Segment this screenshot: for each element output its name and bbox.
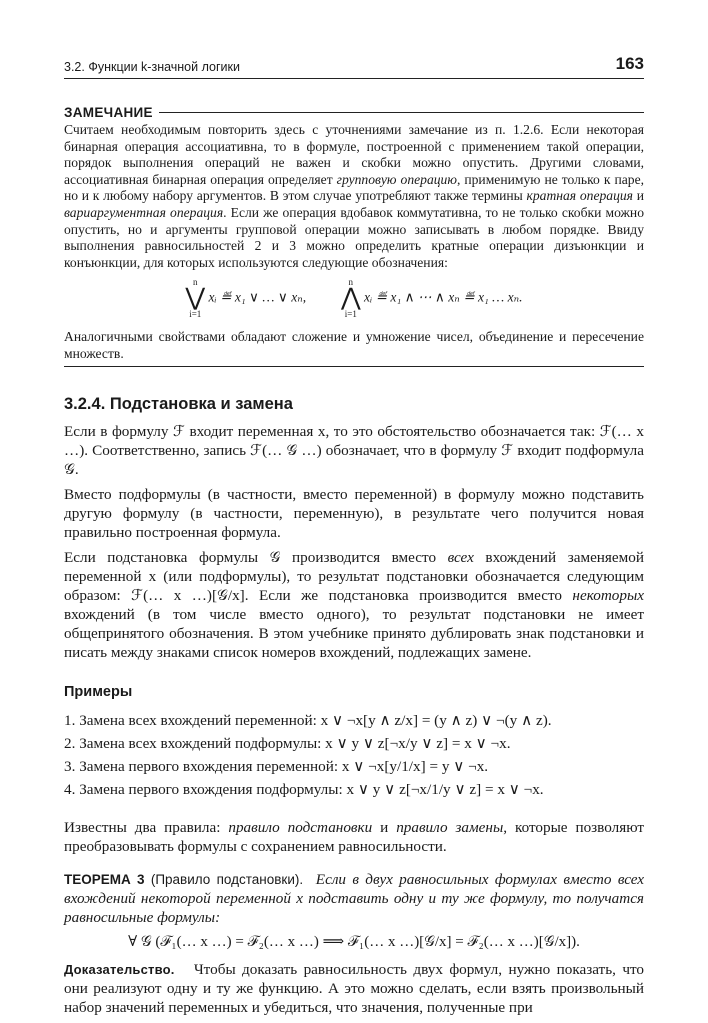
body-emphasis: правило подстановки (228, 818, 373, 836)
theorem-block (64, 870, 644, 952)
body-paragraph (64, 818, 644, 856)
page-number: 163 (615, 54, 644, 73)
theorem-paragraph (64, 870, 644, 927)
op-lower-limit: i=1 (344, 309, 357, 320)
remark-box (64, 122, 644, 367)
body-paragraph: Если в формулу ℱ входит переменная x, то это обстоятельство обозначается так: ℱ(… x …). Соответственно, запись ℱ(… 𝒢 …) обозначает, что в формулу ℱ входит подформула 𝒢. (64, 422, 644, 478)
formula-disjunction: xᵢ ≝ x₁ ∨ … ∨ xₙ, (208, 290, 307, 306)
proof-label: Доказательство. (64, 961, 175, 977)
remark-rule-top (159, 112, 644, 113)
body-emphasis: правило замены (396, 818, 504, 836)
running-header (64, 52, 644, 79)
body-text: Если подстановка формулы 𝒢 производится вместо (64, 548, 448, 566)
theorem-text: Если в двух равносильных формулах вместо всех вхождений некоторой переменной x подставить одну и ту же формулу, то получатся равносильные формулы: (64, 870, 645, 926)
body-emphasis: всех (447, 548, 474, 566)
and-symbol: ⋀ (340, 285, 361, 312)
op-lower-limit: i=1 (189, 309, 202, 320)
list-item: 2. Замена всех вхождений подформулы: x ∨ y ∨ z[¬x/y ∨ z] = x ∨ ¬x. (64, 734, 511, 752)
section-body (64, 422, 644, 662)
proof-block (64, 960, 644, 1017)
remark-emphasis: групповую операцию (336, 171, 457, 187)
body-text: вхождений (в том числе вместо одного), то результат подстановки не имеет общепринятого обозначения. В этом учебнике принято дублировать знак подстановки и писать между знаками список номеров вхождений, подлежащих замене. (64, 605, 644, 661)
remark-paragraph: Аналогичными свойствами обладают сложение и умножение чисел, объединение и пересечение множеств. (64, 329, 644, 361)
op-upper-limit: n (192, 277, 198, 288)
remark-text: Считаем необходимым повторить здесь с уточнениями замечание из п. 1.2.6. Если некоторая бинарная операция ассоциативна, то в формуле, построенной с применением такой операции, порядок выполнения операций не важен и скобки можно опустить. Другими словами, ассоциативная бинарная операция определяет (64, 122, 644, 187)
theorem-note: (Правило подстановки). (144, 871, 304, 887)
theorem-label: ТЕОРЕМА 3 (64, 871, 145, 887)
proof-paragraph (64, 960, 644, 1017)
body-text: Известны два правила: (64, 818, 229, 836)
examples-list (64, 710, 644, 800)
proof-text: Чтобы доказать равносильность двух формул, нужно показать, что они реализуют одну и ту же функцию. А это можно сделать, если взять произвольный набор значений переменных и убедиться, что значения, полученные при (64, 960, 644, 1016)
big-and-operator (341, 277, 361, 319)
remark-emphasis: кратная операция (526, 188, 633, 204)
remark-rule-bottom (64, 366, 644, 367)
big-or-operator (185, 277, 205, 319)
examples-title: Примеры (64, 683, 133, 700)
section-header: 3.2. Функции k-значной логики (64, 60, 240, 74)
body-text: вхождений заменяемой переменной x (или подформулы), то результат подстановки обозначается следующим образом: ℱ(… x …)[𝒢/x]. Если же подстановка производится вместо (64, 548, 644, 604)
multi-op-formula (64, 277, 644, 325)
body-text: , которые позволяют преобразовывать формулы с сохранением равносильности. (64, 818, 644, 855)
formula-conjunction: xᵢ ≝ x₁ ∧ ⋯ ∧ xₙ ≝ x₁ … xₙ. (364, 290, 523, 306)
remark-title: ЗАМЕЧАНИЕ (64, 105, 153, 120)
rules-paragraph (64, 818, 644, 856)
op-upper-limit: n (348, 277, 354, 288)
remark-heading (64, 105, 644, 120)
list-item: 3. Замена первого вхождения переменной: x ∨ ¬x[y/1/x] = y ∨ ¬x. (64, 757, 489, 775)
remark-paragraph (64, 122, 644, 271)
body-paragraph: Вместо подформулы (в частности, вместо переменной) в формулу можно подставить другую формулу (в частности, переменную), в результате чего получится новая правильно построенная формула. (64, 485, 644, 541)
theorem-formula: ∀ 𝒢 (ℱ₁(… x …) = ℱ₂(… x …) ⟹ ℱ₁(… x …)[𝒢/x] = ℱ₂(… x …)[𝒢/x]). (128, 933, 580, 950)
remark-text: и (633, 188, 644, 204)
list-item: 1. Замена всех вхождений переменной: x ∨ ¬x[y ∧ z/x] = (y ∧ z) ∨ ¬(y ∧ z). (64, 711, 552, 729)
list-item: 4. Замена первого вхождения подформулы: x ∨ y ∨ z[¬x/1/y ∨ z] = x ∨ ¬x. (64, 780, 544, 798)
remark-text: . Если же операция вдобавок коммутативна, то не только скобки можно опустить, но и аргументы групповой операции можно записывать в любом порядке. Ввиду выполнения равносильностей 2 и 3 можно определить кратные операции дизъюнкции и конъюнкции, для которых используются следующие обозначения: (64, 204, 644, 270)
book-page (64, 52, 644, 1023)
body-emphasis: некоторых (572, 586, 644, 604)
remark-emphasis: вариаргументная операция (64, 204, 224, 220)
body-text: и (372, 818, 397, 836)
remark-text: , применимую не только к паре, но и к любому набору аргументов. В этом случае употребляют также термины (64, 171, 644, 204)
body-paragraph (64, 548, 644, 662)
section-title: 3.2.4. Подстановка и замена (64, 394, 293, 413)
or-symbol: ⋁ (185, 285, 206, 312)
